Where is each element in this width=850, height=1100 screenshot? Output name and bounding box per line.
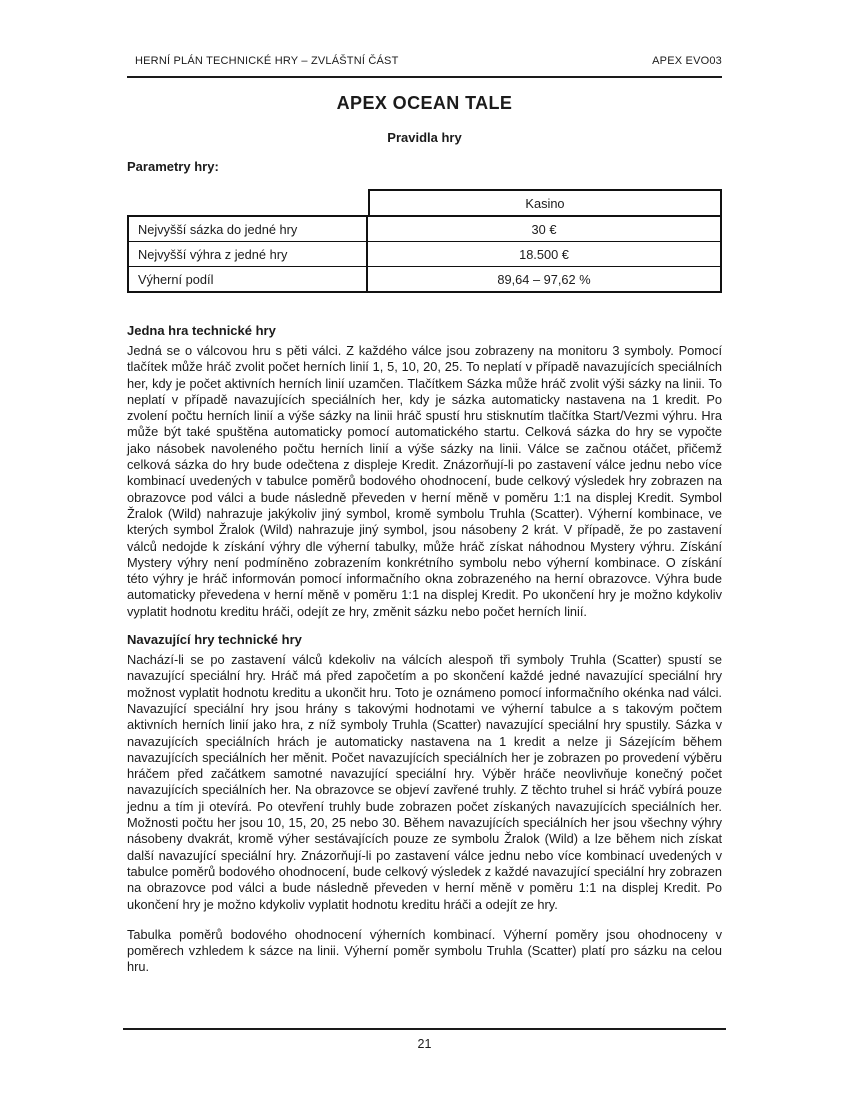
table-header-spacer [127, 189, 368, 215]
parameters-table [127, 189, 722, 293]
section-heading: Jedna hra technické hry [127, 323, 276, 338]
header-document-name: HERNÍ PLÁN TECHNICKÉ HRY – ZVLÁŠTNÍ ČÁST [135, 55, 399, 67]
header-document-code: APEX EVO03 [652, 55, 722, 67]
table-row-value: 30 € [531, 221, 557, 237]
footer-rule [123, 1028, 726, 1030]
table-row-value: 89,64 – 97,62 % [497, 271, 591, 287]
page-title: APEX OCEAN TALE [336, 93, 513, 113]
section-jedna-hra [127, 323, 722, 620]
section-navazujici-hry [127, 632, 722, 976]
page-content [127, 0, 722, 976]
page-number: 21 [417, 1037, 432, 1051]
table-column-header: Kasino [368, 189, 722, 215]
table-row-value: 18.500 € [519, 246, 569, 262]
page-subtitle: Pravidla hry [387, 130, 462, 145]
table-row [129, 266, 720, 291]
header-rule [127, 76, 722, 78]
page-footer [123, 1028, 726, 1051]
table-row-label: Nejvyšší výhra z jedné hry [129, 242, 368, 266]
table-body [127, 215, 722, 293]
section-paragraph: Nachází-li se po zastavení válců kdekoliv na válcích alespoň tři symboly Truhla (Scatter) spustí se navazující speciální hry. Hráč má před započetím a po skončení každé jedné navazující speciální hry možnost vyplatit hodnotu kreditu a ukončit hru. Toto je oznámeno pomocí informačního okénka nad válci. Navazující speciální hry jsou hrány s takovými hodnotami ve výherní tabulce a s takovým počtem aktivních herních linií jako hra, z níž symboly Truhla (Scatter) navazující speciální hry spustily. Sázka v navazujících speciálních hrách je automaticky nastavena na 1 kredit a nelze ji Sázejícím během navazujících speciálních her měnit. Počet navazujících speciálních her je zobrazen po provedení výběru hráčem před začátkem samotné navazující speciální hry. Výběr hráče neovlivňuje konečný počet navazujících speciálních her. Na obrazovce se objeví zavřené truhly. Z těchto truhel si hráč vybírá pouze jednu a tím ji otevírá. Po otevření truhly bude zobrazen počet získaných navazujících speciálních her. Možnosti počtu her jsou 10, 15, 20, 25 nebo 30. Během navazujících speciálních her jsou všechny výhry násobeny dvakrát, kromě výher sestávajících pouze ze symbolu Žralok (Wild) a lze během nich získat další navazující speciální hry. Znázorňují-li po zastavení válce jednu nebo více kombinací uvedených v tabulce poměrů bodového ohodnocení, bude celkový výsledek z každé navazující speciální hry zobrazen na obrazovce pod válci a bude následně převeden v herní měně v poměru 1:1 na displej Kredit. Po ukončení hry je možno kdykoliv vyplatit hodnotu kreditu hráči a odejít ze hry. [127, 652, 722, 912]
section-heading: Navazující hry technické hry [127, 632, 302, 648]
table-row-label: Výherní podíl [129, 267, 368, 291]
table-header-row [127, 189, 722, 215]
section-paragraph: Tabulka poměrů bodového ohodnocení výherních kombinací. Výherní poměry jsou ohodnoceny v poměrech vzhledem k sázce na linii. Výherní poměr symbolu Truhla (Scatter) platí pro sázku na celou hru. [127, 926, 722, 975]
page-header [127, 55, 722, 67]
table-row [129, 217, 720, 241]
table-row-label: Nejvyšší sázka do jedné hry [129, 217, 368, 241]
section-paragraph: Jedná se o válcovou hru s pěti válci. Z každého válce jsou zobrazeny na monitoru 3 symboly. Pomocí tlačítek může hráč zvolit počet herních linií 1, 5, 10, 20, 25. To neplatí v případě navazujících speciálních her, kdy je počet aktivních herních linií uzamčen. Tlačítkem Sázka může hráč zvolit výši sázky na linii. To neplatí v případě navazujících speciálních her, kdy je sázka automaticky nastavena na 1 kredit. Po zvolení počtu herních linií a výše sázky na linii hráč spustí hru stisknutím tlačítka Start/Vezmi výhru. Hra může být také spuštěna automaticky pomocí automatického startu. Celková sázka do hry se vypočte jako násobek navoleného počtu herních linií a výše sázky na linii. Válce se začnou otáčet, přičemž celková sázka do hry bude odečtena z displeje Kredit. Znázorňují-li po zastavení válce jednu nebo více kombinací uvedených v tabulce poměrů bodového ohodnocení, bude celkový výsledek hry zobrazen na obrazovce pod válci a bude následně převeden v herní měně v poměru 1:1 na displej Kredit. Symbol Žralok (Wild) nahrazuje jakýkoliv jiný symbol, kromě symbolu Truhla (Scatter). Výherní kombinace, ve kterých symbol Žralok (Wild) nahrazuje jiný symbol, jsou násobeny 2 krát. V případě, že po zastavení válců nedojde k získání výhry dle výherní tabulky, může hráč získat náhodnou Mystery výhru. Získání Mystery výhry není podmíněno zobrazením konkrétního symbolu nebo výherní kombinace. O získání této výhry je hráč informován pomocí informačního okna zobrazeného na herní obrazovce. Výhra bude automaticky převedena v herní měně v poměru 1:1 na displej Kredit. Po ukončení hry je možno kdykoliv vyplatit hodnotu kreditu hráči, odejít ze hry, změnit sázku nebo počet herních linií. [127, 343, 722, 619]
parameters-heading: Parametry hry: [127, 159, 219, 174]
table-row [129, 241, 720, 266]
